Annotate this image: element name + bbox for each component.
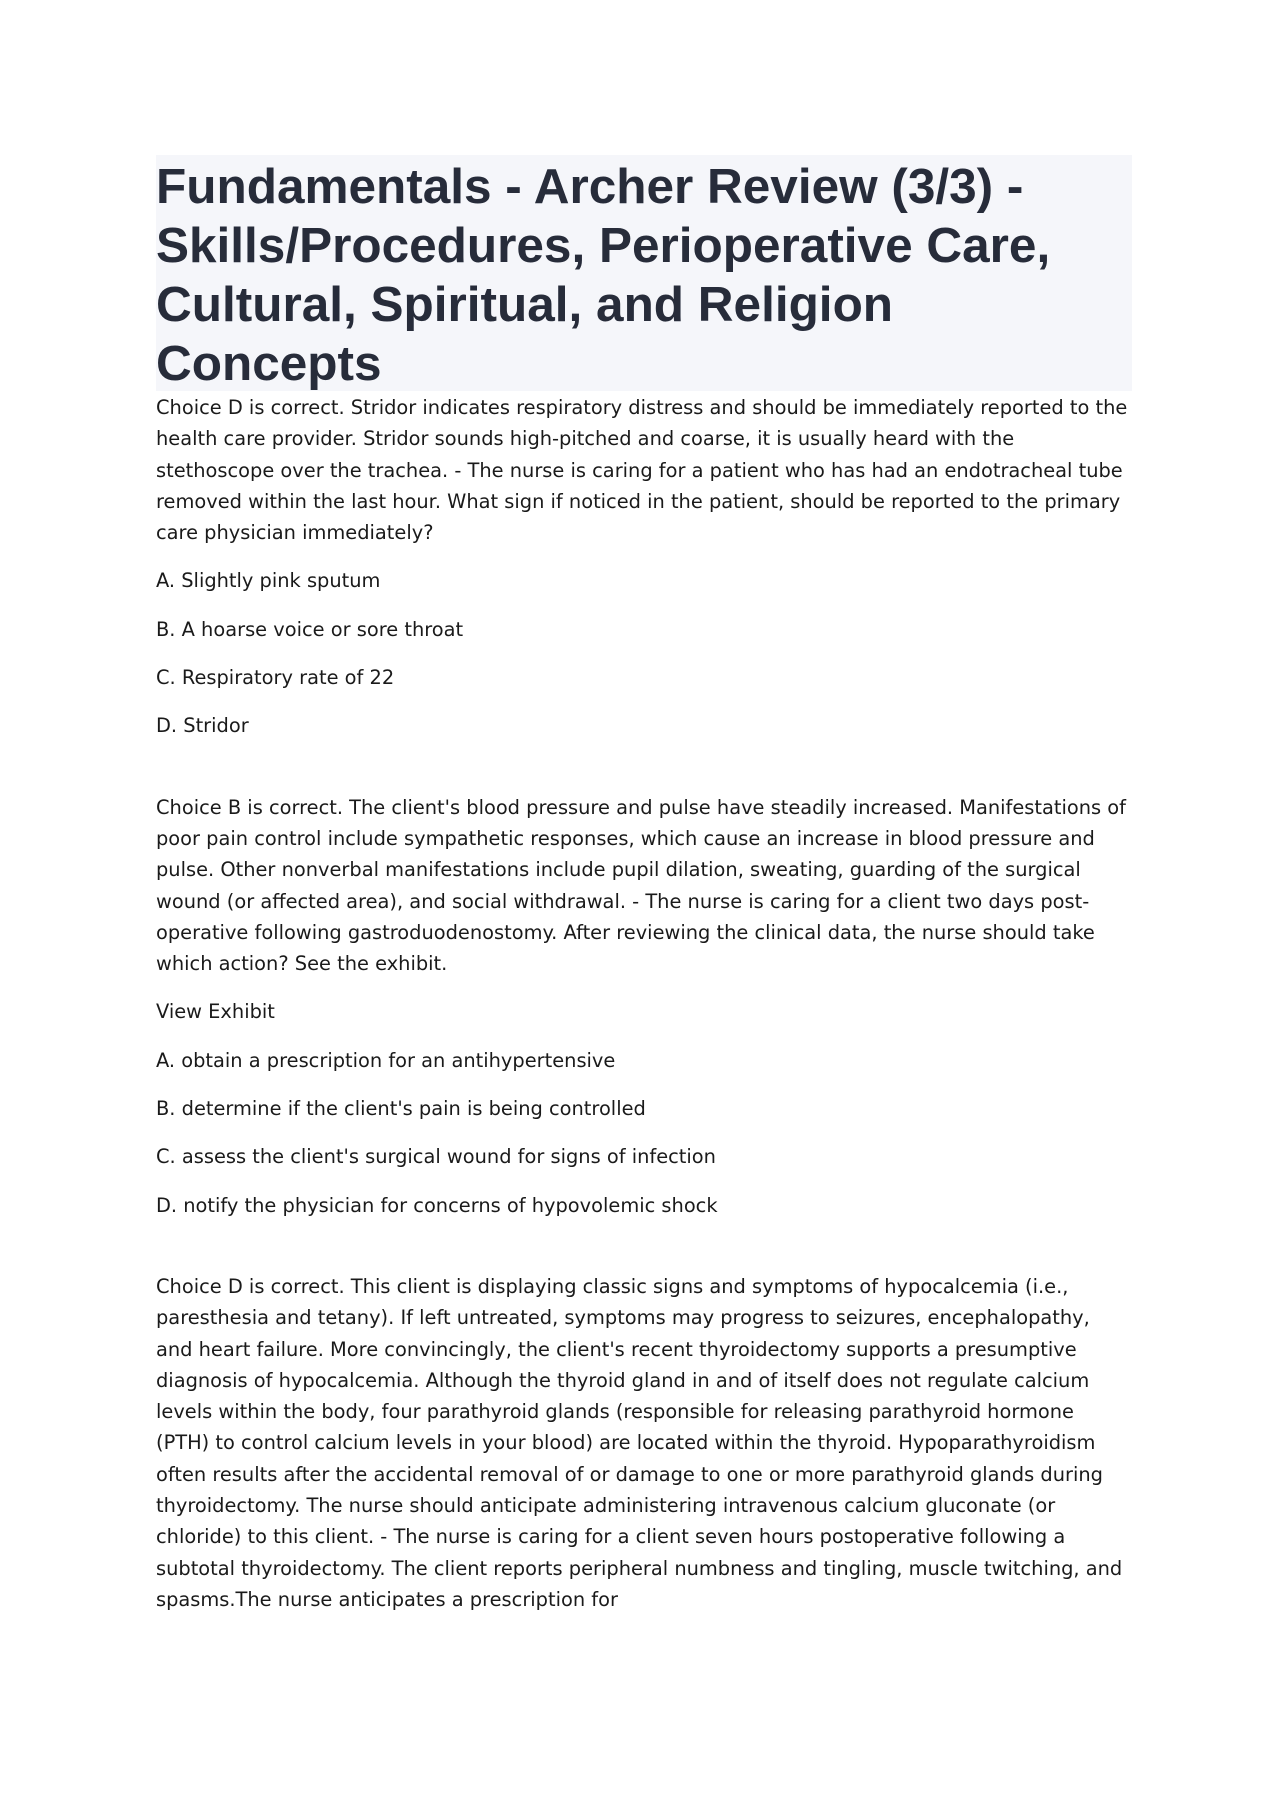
question-block-1 — [156, 392, 1132, 742]
document-page — [156, 155, 1132, 1615]
question-text: Choice D is correct. This client is displaying classic signs and symptoms of hypocalcemia (i.e., paresthesia and tetany). If left untreated, symptoms may progress to seizures, encephalopathy, and heart failure. More convincingly, the client's recent thyroidectomy supports a presumptive diagnosis of hypocalcemia. Although the thyroid gland in and of itself does not regulate calcium levels within the body, four parathyroid glands (responsible for releasing parathyroid hormone (PTH) to control calcium levels in your blood) are located within the thyroid. Hypoparathyroidism often results after the accidental removal of or damage to one or more parathyroid glands during thyroidectomy. The nurse should anticipate administering intravenous calcium gluconate (or chloride) to this client. - The nurse is caring for a client seven hours postoperative following a subtotal thyroidectomy. The client reports peripheral numbness and tingling, muscle twitching, and spasms.The nurse anticipates a prescription for — [156, 1274, 1123, 1611]
answer-option-a: A. obtain a prescription for an antihypertensive — [156, 1048, 616, 1072]
answer-option-d: D. notify the physician for concerns of hypovolemic shock — [156, 1193, 718, 1217]
answer-option-a: A. Slightly pink sputum — [156, 569, 381, 593]
answer-option-b: B. determine if the client's pain is being controlled — [156, 1097, 646, 1121]
view-exhibit-link: View Exhibit — [156, 1000, 275, 1024]
question-text: Choice B is correct. The client's blood pressure and pulse have steadily increased. Manifestations of poor pain control include sympathetic responses, which cause an increase in blood pressure and pulse. Other nonverbal manifestations include pupil dilation, sweating, guarding of the surgical wound (or affected area), and social withdrawal. - The nurse is caring for a client two days post-operative following gastroduodenostomy. After reviewing the clinical data, the nurse should take which action? See the exhibit. — [156, 795, 1126, 976]
spacer — [156, 1221, 1132, 1270]
question-block-2 — [156, 792, 1132, 1221]
question-block-3 — [156, 1271, 1132, 1615]
question-text: Choice D is correct. Stridor indicates respiratory distress and should be immediately reported to the health care provider. Stridor sounds high-pitched and coarse, it is usually heard with the stethoscope over the trachea. - The nurse is caring for a patient who has had an endotracheal tube removed within the last hour. What sign if noticed in the patient, should be reported to the primary care physician immediately? — [156, 396, 1128, 545]
answer-option-c: C. Respiratory rate of 22 — [156, 666, 395, 690]
answer-option-b: B. A hoarse voice or sore throat — [156, 617, 464, 641]
title-block — [156, 155, 1132, 391]
answer-option-d: D. Stridor — [156, 714, 249, 738]
document-title: Fundamentals - Archer Review (3/3) - Skills/Procedures, Perioperative Care, Cultural, Spiritual, and Religion Concepts — [156, 159, 1051, 391]
spacer — [156, 742, 1132, 791]
answer-option-c: C. assess the client's surgical wound for signs of infection — [156, 1145, 716, 1169]
